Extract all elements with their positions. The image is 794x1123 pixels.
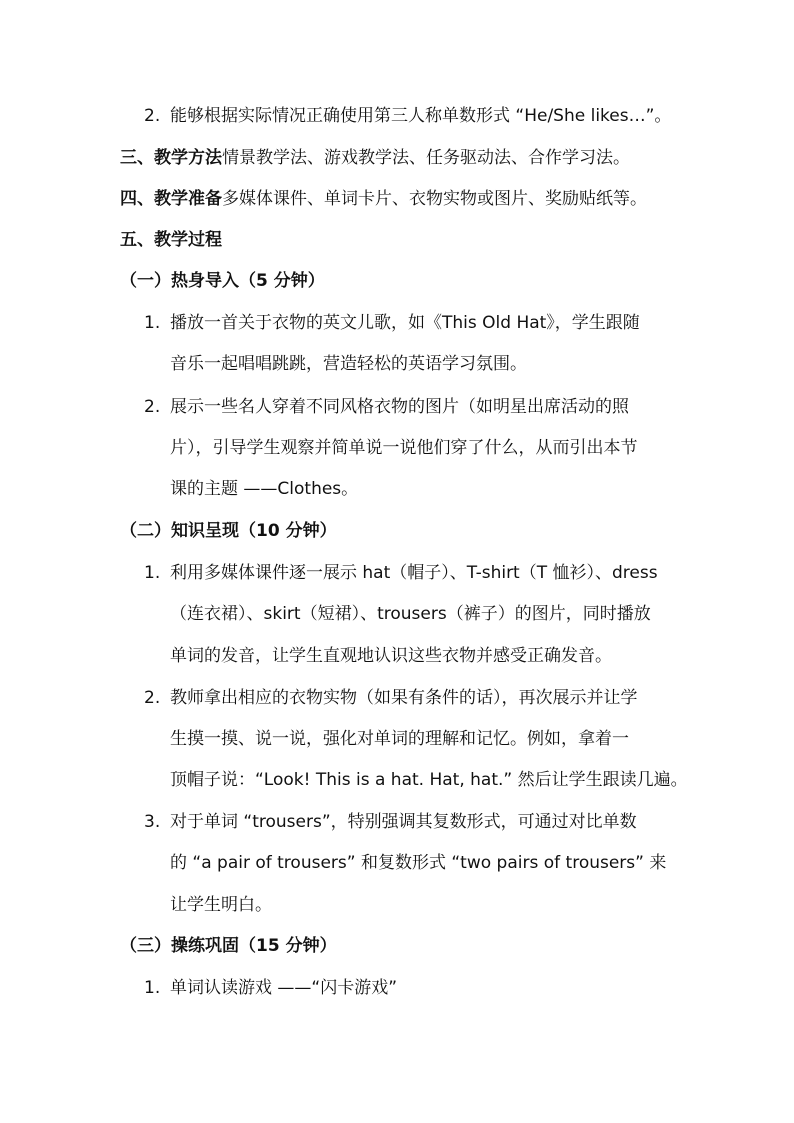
list-item-line: 播放一首关于衣物的英文儿歌，如《This Old Hat》，学生跟随	[170, 313, 640, 333]
list-number: 2.	[144, 106, 161, 126]
list-item-line: 教师拿出相应的衣物实物（如果有条件的话），再次展示并让学	[170, 688, 638, 708]
subsection-heading: （一）热身导入（5 分钟）	[120, 271, 325, 291]
list-item-line: 片），引导学生观察并简单说一说他们穿了什么，从而引出本节	[170, 438, 638, 458]
list-item-line: （连衣裙）、skirt（短裙）、trousers（裤子）的图片，同时播放	[170, 604, 651, 624]
list-number: 1.	[144, 563, 161, 583]
list-item-line: 课的主题 ——Clothes。	[170, 479, 359, 499]
section-heading: 三、教学方法	[120, 148, 222, 168]
list-item-text: 能够根据实际情况正确使用第三人称单数形式 “He/She likes…”。	[170, 106, 672, 126]
list-item-line: 让学生明白。	[170, 895, 272, 915]
list-number: 1.	[144, 313, 161, 333]
list-item-line: 音乐一起唱唱跳跳，营造轻松的英语学习氛围。	[170, 354, 527, 374]
list-item-line: 对于单词 “trousers”，特别强调其复数形式，可通过对比单数	[170, 812, 637, 832]
methods-paragraph	[120, 146, 630, 170]
list-number: 1.	[144, 978, 161, 998]
list-number: 2.	[144, 688, 161, 708]
list-item-line: 顶帽子说：“Look! This is a hat. Hat, hat.” 然后让学生跟读几遍。	[170, 770, 688, 790]
list-number: 2.	[144, 397, 161, 417]
list-item-line: 生摸一摸、说一说，强化对单词的理解和记忆。例如，拿着一	[170, 729, 629, 749]
list-item-line: 的 “a pair of trousers” 和复数形式 “two pairs of trousers” 来	[170, 853, 667, 873]
list-item-line: 展示一些名人穿着不同风格衣物的图片（如明星出席活动的照	[170, 397, 629, 417]
subsection-heading: （二）知识呈现（10 分钟）	[120, 521, 337, 541]
section-heading: 五、教学过程	[120, 230, 222, 250]
list-item-line: 单词的发音，让学生直观地认识这些衣物并感受正确发音。	[170, 646, 612, 666]
section-text: 情景教学法、游戏教学法、任务驱动法、合作学习法。	[222, 148, 630, 168]
list-item-line: 单词认读游戏 ——“闪卡游戏”	[170, 978, 398, 998]
preparation-paragraph	[120, 187, 647, 211]
subsection-heading: （三）操练巩固（15 分钟）	[120, 936, 337, 956]
section-text: 多媒体课件、单词卡片、衣物实物或图片、奖励贴纸等。	[222, 189, 647, 209]
list-item-line: 利用多媒体课件逐一展示 hat（帽子）、T-shirt（T 恤衫）、dress	[170, 563, 658, 583]
list-number: 3.	[144, 812, 161, 832]
section-heading: 四、教学准备	[120, 189, 222, 209]
